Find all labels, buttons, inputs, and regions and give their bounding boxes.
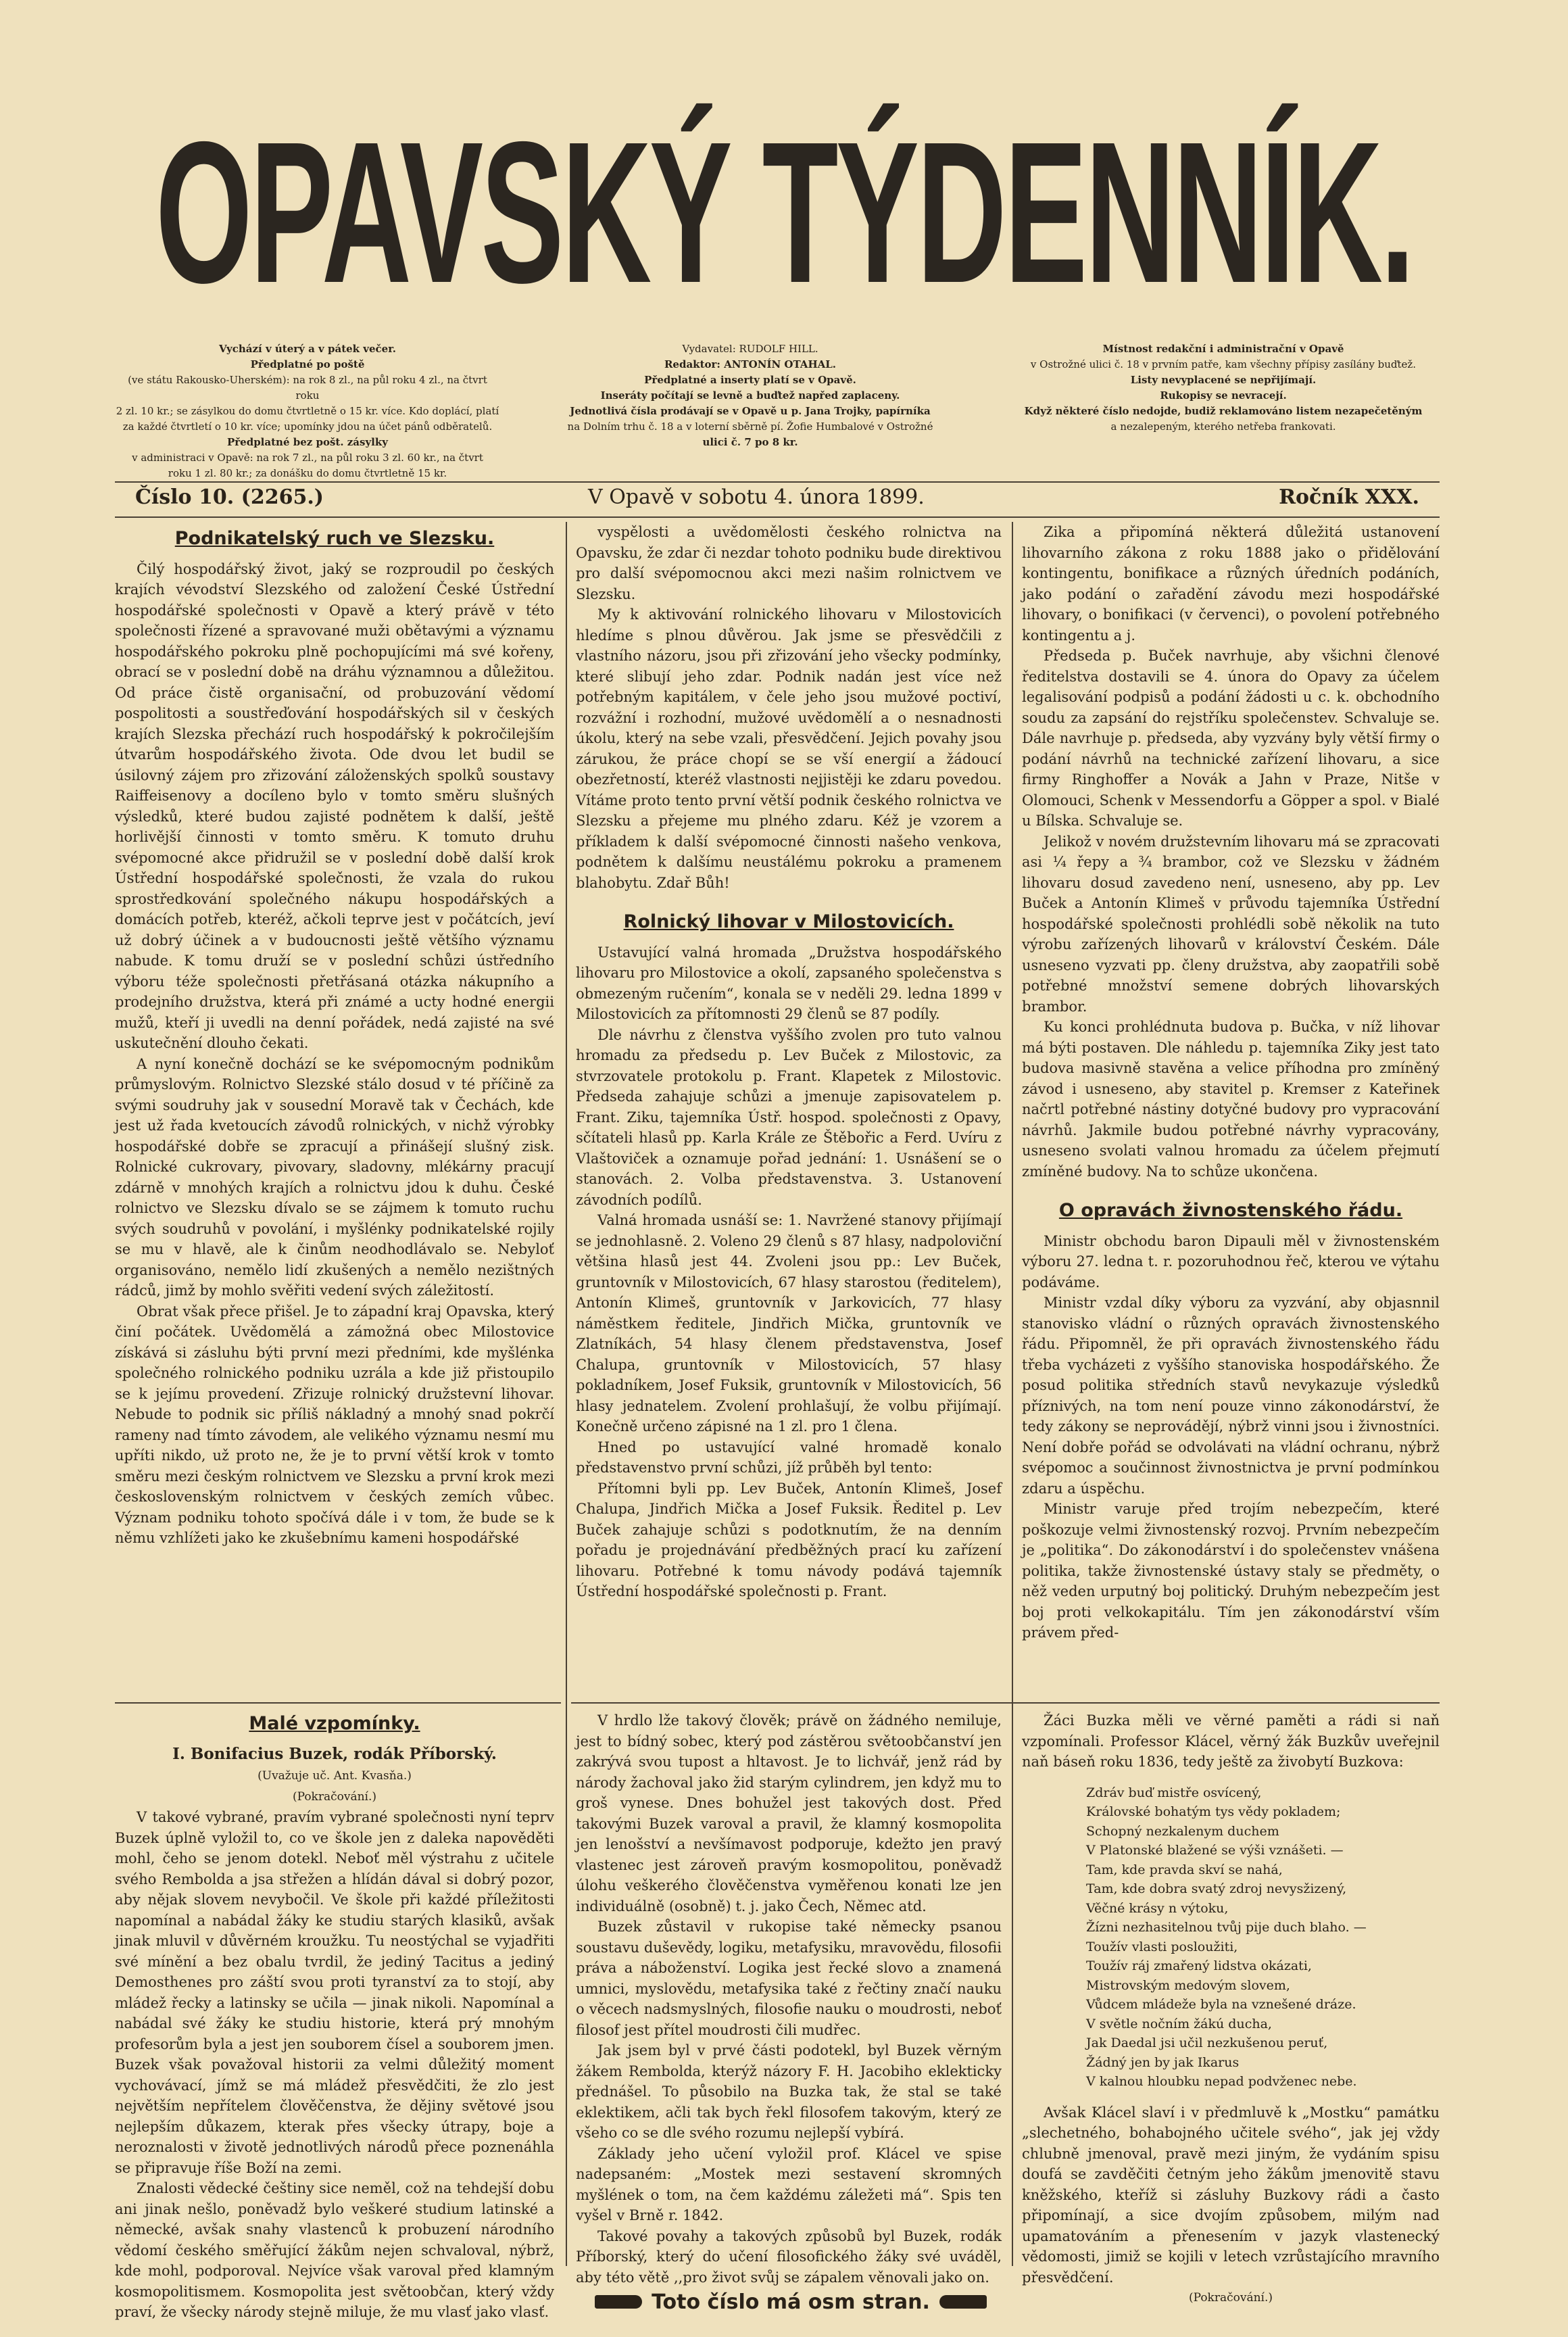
divider [115, 481, 1440, 483]
paragraph: Zika a připomíná některá důležitá ustanovení lihovarního zákona z roku 1888 jako o přidělování kontingentu, bonifikace a různých úředních podáních, jako podání o zařadění závodu mezi hospodářské lihovary, o bonifikaci (v červenci), o povolení potřebného kontingentu a j. [1022, 524, 1440, 644]
info-line: za každé čtvrtletí o 10 kr. více; upomínky jdou na účet pánů odběratelů. [122, 420, 493, 433]
info-line: Inseráty počítají se levně a buďtež napřed zaplaceny. [600, 389, 900, 402]
article-heading: Rolnický lihovar v Milostovicích. [623, 911, 954, 932]
info-line: Místnost redakční i administrační v Opavě [1102, 343, 1344, 355]
info-line: Předplatné bez pošt. zásylky [226, 436, 388, 448]
poem-line: Zdráv buď mistře osvícený, [1086, 1785, 1262, 1800]
poem-line: V světle nočním žákú ducha, [1086, 2016, 1272, 2031]
paragraph: Základy jeho učení vyložil prof. Klácel ve spise nadepsaném: „Mostek mezi sestavení skromných myšlének o tom, na čem každému záležeti má“. Spis ten vyšel v Brně r. 1842. [576, 2145, 1002, 2223]
paragraph: Takové povahy a takových způsobů byl Buzek, rodák Příborský, který do učení filosofického žáky své uváděl, aby této větě ,,pro život svůj se zápalem věnovali jako on. [576, 2227, 1002, 2286]
divider [115, 1702, 561, 1704]
article-column-2 [576, 522, 1002, 1602]
info-line: Listy nevyplacené se nepřijímají. [1130, 374, 1317, 386]
paragraph: Čilý hospodářský život, jaký se rozproudil po českých krajích vévodství Slezského od založení České Ústřední hospodářské společnosti v Opavě a který právě v této společnosti řízené a spravované muži obětavými a významu hospodářského pokroku plně pochopujícími má své kořeny, obrací se v poslední době na dráhu významnou a důležitou. Od práce čistě organisační, od probuzování vědomí pospolitosti a soustřeďování hospodářských sil v českých krajích Slezska přechází ruch hospodářský k pokročilejším útvarům hospodářského života. Ode dvou let budil se úsilovný zájem pro zřizování záloženských spolků soustavy Raiffeisenovy a docíleno bylo v tomto směru slušných výsledků, které budou zajisté podnětem k další, ještě horlivější činnosti v tomto směru. K tomuto druhu svépomocné akce přidružil se v poslední době další krok Ústřední hospodářské společnosti, že vzala do rukou sprostředkování společného nákupu hospodářských a domácích potřeb, kteréž, ačkoli teprve jest v počátcích, jeví už dobrý účinek a v budoucnosti ještě většího významu nabude. K tomu druží se v poslední schůzi ústředního výboru téže společnosti přetřásaná otázka nákupního a prodejního družstva, která při známé a ucty hodné energii mužů, kteří ji uvedli na denní pořádek, nedá zajisté na své uskutečnění dlouho čekati. [115, 560, 554, 1051]
divider [571, 1702, 1440, 1704]
paragraph: Hned po ustavující valné hromadě konalo představenstvo první schůzi, jíž průběh byl tento: [576, 1439, 1002, 1476]
article-column-3 [1022, 522, 1440, 1643]
paragraph: Obrat však přece přišel. Je to západní kraj Opavska, který činí počátek. Uvědomělá a zámožná obec Milostovice získává si zásluhu býti první mezi předními, kde myšlénka společného rolnického podniku uzrála a kde již přistoupilo se k jejímu provedení. Zřizuje rolnický družstevní lihovar. Nebude to podnik sic příliš nákladný a mnohý snad pokrčí rameny nad tímto závodem, ale velikého významu nesmí mu upříti nikdo, už proto ne, že je to první větší krok v tomto směru mezi českým rolnictvem ve Slezsku a první krok mezi československým rolnictvem v českých zemích vůbec. Význam podniku tohoto spočívá dále i v tom, že bude se k němu vzhlížeti jako ke zkušebnímu kameni hospodářské [115, 1303, 554, 1546]
subscription-info [115, 341, 500, 477]
paragraph: Ministr varuje před trojím nebezpečím, které poškozuje velmi živnostenský rozvoj. Prvním nebezpečím je „politika“. Do zákonodárství i do společenstev vnášena politika, takže živnostenské ústavy staly se předměty, o něž veden urputný boj politický. Druhým nebezpečím jest boj proti velkokapitálu. Tím jen zákonodárství vším právem před- [1022, 1501, 1440, 1641]
poem-line: Tam, kde pravda skví se nahá, [1086, 1862, 1283, 1877]
publisher-info [547, 341, 953, 477]
article-heading: Malé vzpomínky. [249, 1713, 420, 1734]
info-line: Předplatné a inserty platí se v Opavě. [644, 374, 856, 386]
article-heading: Podnikatelský ruch ve Slezsku. [174, 528, 495, 549]
paragraph: Žáci Buzka měli ve věrné paměti a rádi si naň vzpomínali. Professor Klácel, věrný žák Buzkův uveřejnil naň báseň roku 1836, tedy ještě za živobytí Buzkova: [1022, 1712, 1440, 1770]
info-line: 2 zl. 10 kr.; se zásylkou do domu čtvrtletně o 15 kr. více. Kdo doplácí, platí [116, 405, 499, 417]
continuation-note: (Pokračování.) [1188, 2291, 1273, 2305]
info-line: Redaktor: ANTONÍN OTAHAL. [664, 358, 837, 370]
article-male-vzpominky [115, 1707, 554, 2323]
info-line: na Dolním trhu č. 18 a v loterní sběrně pí. Žofie Humbalové v Ostrožné [567, 420, 933, 433]
footer-text: Toto číslo má osm stran. [652, 2290, 930, 2314]
poem-line: V kalnou hloubku nepad podvženec nebe. [1086, 2074, 1357, 2089]
info-line: Když některé číslo nedojde, budiž reklamováno listem nezapečetěným [1024, 405, 1423, 417]
info-line: v administraci v Opavě: na rok 7 zl., na půl roku 3 zl. 60 kr., na čtvrt [132, 452, 483, 464]
column-rule [566, 522, 567, 2266]
paragraph: Přítomni byli pp. Lev Buček, Antonín Klimeš, Josef Chalupa, Jindřich Mička a Josef Fuksik. Ředitel p. Lev Buček zahajuje schůzi s podotknutím, že na denním pořadu je projednávání předběžných prací ku zařízení lihovaru. Potřebné k tomu návody podává tajemník Ústřední hospodářské společnosti p. Frant. [576, 1480, 1002, 1599]
article-heading: O opravách živnostenského řádu. [1058, 1200, 1403, 1221]
poem-line: Žízni nezhasitelnou tvůj pije duch blaho. — [1086, 1920, 1367, 1935]
issue-number: Číslo 10. (2265.) [135, 485, 324, 509]
place-date: V Opavě v sobotu 4. února 1899. [588, 485, 925, 509]
poem-line: Tam, kde dobra svatý zdroj nevysžizený, [1086, 1881, 1347, 1896]
info-line: ulici č. 7 po 8 kr. [702, 436, 798, 448]
poem-line: Mistrovským medovým slovem, [1086, 1977, 1290, 1993]
article-subheading: I. Bonifacius Buzek, rodák Příborský. [172, 1744, 497, 1763]
divider [115, 516, 1440, 518]
poem-line: Jak Daedal jsi učil nezkušenou peruť, [1086, 2035, 1328, 2050]
article-male-vzpominky-end [1022, 1710, 1440, 2309]
poem-line: V Platonské blažené se výši vznášeti. — [1086, 1843, 1344, 1858]
newspaper-title: OPAVSKÝ TÝDENNÍK. [155, 100, 1413, 325]
info-line: v Ostrožné ulici č. 18 v prvním patře, kam všechny přípisy zasílány buďtež. [1030, 358, 1417, 370]
paragraph: Ministr vzdal díky výboru za vyzvání, aby objasnnil stanovisko vládní o různých opravách živnostenského řádu. Připomněl, že při opravách živnostenského řádu třeba vycházeti z vyššího stanoviska hospodářského. Že posud politika středních stavů nevykazuje výsledků příznivých, na tom není pouze vinno zákonodárství, že tedy zákony se neprovádějí, nýbrž vinni jsou i živnostníci. Není dobře pořád se odvolávati na vládní ochranu, nýbrž svépomoc a součinnost živnostnictva je první podmínkou zdaru a úspěchu. [1022, 1295, 1440, 1497]
paragraph: Dle návrhu z členstva vyššího zvolen pro tuto valnou hromadu za předsedu p. Lev Buček z Milostovic, za stvrzovatele protokolu p. Frant. Klapetek z Milostovic. Předseda zahajuje schůzi a jmenuje zapisovatelem p. Frant. Ziku, tajemníka Ústř. hospod. společnosti z Opavy, sčítateli hlasů pp. Karla Krále ze Štěbořic a Ferd. Uvíru z Vlaštoviček a oznamuje pořad jednání: 1. Usnášení se o stanovách. 2. Volba představenstva. 3. Ustanovení závodních podílů. [576, 1026, 1002, 1208]
article-podnikatelsky-ruch [115, 522, 554, 1549]
paragraph: V hrdlo lže takový člověk; právě on žádného nemiluje, jest to bídný sobec, který pod zástěrou světoobčanství jen zakrývá svou tupost a hltavost. Je to lichvář, jenž rád by národy žachoval jako žid starým cylindrem, jen když mu to groš vynese. Dnes bohužel jest takových dost. Před takovými Buzek varoval a pravil, že klamný kosmopolita jen lenošství a nevšímavost podporuje, kdežto jen pravý vlastenec jest zároveň pravým kosmopolitou, poněvadž úlohu veškerého člověčenstva vyměřenou konati lze jen individuálně (osobně) t. j. jako Čech, Němec atd. [576, 1712, 1002, 1914]
paragraph: Ustavující valná hromada „Družstva hospodářského lihovaru pro Milostovice a okolí, zapsaného společenstva s obmezeným ručením“, konala se v neděli 29. ledna 1899 v Milostovicích za přítomnosti 29 členů se 87 podíly. [576, 944, 1002, 1022]
paragraph: My k aktivování rolnického lihovaru v Milostovicích hledíme s plnou důvěrou. Jak jsme se přesvědčili z vlastního názoru, jsou při zřizování jeho všecky podmínky, které slibují jeho zdar. Podnik nadán jest více než potřebným kapitálem, v čele jeho jsou mužové poctiví, rozvážní i rozhodní, mužové uvědomělí a o nesnadnosti úkolu, který na sebe vzali, přesvědčení. Jejich povahy jsou zárukou, že práce chopí se se vší energií a žádoucí obezřetností, kteréž vlastnosti nejjistěji ke zdaru povedou. Vítáme proto tento první větší podnik českého rolnictva ve Slezsku a přejeme mu plného zdaru. Kéž je vzorem a příkladem k další svépomocné činnosti našeho venkova, podnětem k dalšímu neustálému pokroku a pramenem blahobytu. Zdař Bůh! [576, 606, 1002, 891]
dateline [115, 485, 1440, 515]
info-line: (ve státu Rakousko-Uherském): na rok 8 zl., na půl roku 4 zl., na čtvrt roku [128, 374, 487, 402]
poem-line: Vůdcem mládeže byla na vznešené dráze. [1086, 1997, 1356, 2012]
poem-line: Toužív ráj zmařený lidstva okázati, [1086, 1958, 1312, 1973]
article-author: (Uvažuje uč. Ant. Kvasňa.) [258, 1769, 412, 1783]
paragraph: A nyní konečně dochází se ke svépomocným podnikům průmyslovým. Rolnictvo Slezské stálo dosud v té příčině za svými soudruhy jak v sousední Moravě tak v Čechách, kde jest už řada kvetoucích závodů rolnických, v nichž výrobky hospodářské dobře se zpracují a přinášejí slušný zisk. Rolnické cukrovary, pivovary, sladovny, mlékárny pracují zdárně v mnohých krajích a rolnictvu jdou k duhu. České rolnictvo ve Slezsku dívalo se se zájmem k tomuto ruchu svých soudruhů v povolání, i myšlénky podnikatelské rojily se mu v hlavě, ale k činům neodhodlávalo se. Nebyloť organisováno, nemělo lidí zkušených a nemělo nezištných rádců, jimž by mohlo svěřiti vedení svých záležitostí. [115, 1055, 554, 1299]
article-male-vzpominky-cont [576, 1710, 1002, 2288]
editorial-office-info [1007, 341, 1440, 477]
masthead [135, 101, 1433, 324]
poem-line: Královské bohatým tys vědy pokladem; [1086, 1804, 1341, 1819]
pointing-hand-icon [939, 2295, 987, 2309]
pointing-hand-icon [595, 2295, 642, 2309]
poem-line: Žádný jen by jak Ikarus [1086, 2054, 1240, 2070]
page-count-note [554, 2288, 1027, 2315]
paragraph: Znalosti vědecké češtiny sice neměl, což na tehdejší dobu ani jinak nešlo, poněvadž bylo veškeré studium latinské a německé, avšak snahy vlastenců k probuzení národního vědomí českého směřující žákům nejen schvaloval, nýbrž, kde mohl, podporoval. Nejvíce však varoval před klamným kosmopolitismem. Kosmopolita jest světoobčan, který vždy praví, že všecky národy stejně miluje, že mu vlasť jako vlasť. [115, 2180, 554, 2320]
paragraph: Ku konci prohlédnuta budova p. Bučka, v níž lihovar má býti postaven. Dle náhledu p. tajemníka Ziky jest tato budova masivně stavěna a velice příhodna pro zmíněný závod i usneseno, aby stavitel p. Kremser z Kateřinek načrtl potřebné nástiny dotyčné budovy pro vypracování návrhů. Jakmile budou potřebné návrhy vypracovány, usneseno svolati valnou hromadu za účelem přejmutí zmíněné budovy. Na to schůze ukončena. [1022, 1019, 1440, 1180]
info-line: Rukopisy se nevracejí. [1160, 389, 1287, 402]
info-line: roku 1 zl. 80 kr.; za donášku do domu čtvrtletně 15 kr. [168, 467, 447, 479]
paragraph: Avšak Klácel slaví i v předmluvě k „Mostku“ památku „slechetného, bohabojného učitele svého“, jak jej vždy chlubně jmenoval, pravě mezi jiným, že vydáním spisu doufá se zavděčiti četným jeho žákům jmenovitě stavu kněžského, kteříž si zásluhy Buzkovy rádi a často připomínají, a sice dvojím způsobem, milým nad upamatováním a přenesením v jazyk vlastenecký vědomosti, jimiž se kojili v letech vzrůstajícího mravního přesvědčení. [1022, 2104, 1440, 2286]
info-line: Předplatné po poště [250, 358, 365, 370]
paragraph: Ministr obchodu baron Dipauli měl v živnostenském výboru 27. ledna t. r. pozoruhodnou řeč, kterou ve výtahu podáváme. [1022, 1232, 1440, 1291]
info-line: Vydavatel: RUDOLF HILL. [682, 343, 818, 355]
poem-line: Věčné krásy n výtoku, [1086, 1900, 1229, 1916]
paragraph: Valná hromada usnáší se: 1. Navržené stanovy přijímají se jednohlasně. 2. Voleno 29 členů s 87 hlasy, nadpoloviční většina hlasů jest 44. Zvoleni jsou pp.: Lev Buček, gruntovník v Milostovicích, 67 hlasy starostou (ředitelem), Antonín Klimeš, gruntovník v Jarkovicích, 77 hlasy náměstkem ředitele, Jindřich Mička, gruntovník ve Zlatníkách, 54 hlasy členem představenstva, Josef Chalupa, gruntovník v Milostovicích, 57 hlasy pokladníkem, Josef Fuksik, gruntovník v Milostovicích, 56 hlasy jednatelem. Zvolení prohlašují, že volbu přijímají. Konečně určeno zápisné na 1 zl. pro 1 člena. [576, 1212, 1002, 1435]
paragraph: Předseda p. Buček navrhuje, aby všichni členové ředitelstva dostavili se 4. února do Opavy za účelem legalisování podpisů a podání žádosti u c. k. obchodního soudu za zapsání do rejstříku společenstev. Schvaluje se. Dále navrhuje p. předseda, aby vyzvány byly větší firmy o podání návrhů na technické zařízení lihovaru, a sice firmy Ringhoffer a Novák a Jahn v Praze, Nitše v Olomouci, Schenk v Messendorfu a Göpper a spol. v Bialé u Bílska. Schvaluje se. [1022, 648, 1440, 829]
column-rule [1012, 522, 1013, 2266]
poem [1086, 1783, 1440, 2092]
poem-line: Toužív vlasti posloužiti, [1086, 1939, 1238, 1954]
paragraph: Jak jsem byl v prvé části podotekl, byl Buzek věrným žákem Rembolda, kterýž názory F. H. Jacobiho eklekticky přednášel. To působilo na Buzka tak, že stal se také eklektikem, ačli tak bych řekl filosofem takovým, který ze všeho co se dle svého rozumu nejlepší vybírá. [576, 2042, 1002, 2141]
continuation-note: (Pokračování.) [292, 1789, 377, 1804]
info-line: Jednotlivá čísla prodávají se v Opavě u p. Jana Trojky, papírníka [570, 405, 931, 417]
paragraph: vyspělosti a uvědomělosti českého rolnictva na Opavsku, že zdar či nezdar tohoto podniku bude direktivou pro další svépomocnou akci mezi našim rolnictvem ve Slezsku. [576, 524, 1002, 602]
info-line: a nezalepeným, kterého netřeba frankovati. [1110, 420, 1336, 433]
volume-number: Ročník XXX. [1279, 485, 1419, 509]
paragraph: Jelikož v novém družstevním lihovaru má se zpracovati asi ¼ řepy a ¾ brambor, což ve Slezsku v žádném lihovaru dosud zavedeno není, usneseno, aby pp. Lev Buček a Antonín Klimeš v průvodu tajemníka Ústřední hospodářské společnosti prohlédli sobě několik na tuto výrobu zařízených lihovarů v království Českém. Dále usneseno vyzvati pp. členy družstva, aby zaopatřili sobě potřebné množství semene dobrých lihovarských brambor. [1022, 833, 1440, 1015]
poem-line: Schopný nezkalenym duchem [1086, 1823, 1279, 1839]
paragraph: Buzek zůstavil v rukopise také německy psanou soustavu duševědy, logiku, metafysiku, mravovědu, filosofii práva a náboženství. Logika jest řecké slovo a znamená umnici, myslovědu, metafysika také z řečtiny značí nauku o věcech nadsmyslných, filosofie nauku o moudrosti, neboť filosof jest přítel moudrosti čili mudřec. [576, 1919, 1002, 2038]
paragraph: V takové vybrané, pravím vybrané společnosti nyní teprv Buzek úplně vyložil to, co ve škole jen z daleka napověděti mohl, čeho se jenom dotekl. Neboť měl výstrahu z učitele svého Rembolda a jsa střežen a hlídán dával si dobrý pozor, aby nějak slovem nevybočil. Ve škole při každé příležitosti napomínal a nabádal žáky ke studiu starých klasiků, avšak jinak mluvil v důvěrném kroužku. Tu neostýchal se vyjadřiti své mínění a bez obalu tvrdil, že jediný Tacitus a jediný Demosthenes pro záští svou proti tyranství za to stojí, aby mládež řecky a latinsky se učila — jinak nikoli. Napomínal a nabádal své žáky ke studiu historie, která prý mnohým profesorům byla a jest jen souborem čísel a souborem jmen. Buzek však považoval historii za velmi důležitý moment vychovávací, jímž se má mládež přesvědčiti, že zlo jest největším nepřítelem člověčenstva, že dějiny světové jsou nejlepším důkazem, kterak přes všecky útrapy, boje a neroznalosti v životě jednotlivých národů přece poznenáhla se připravuje říše Boží na zemi. [115, 1809, 554, 2176]
info-line: Vychází v úterý a v pátek večer. [219, 343, 396, 355]
